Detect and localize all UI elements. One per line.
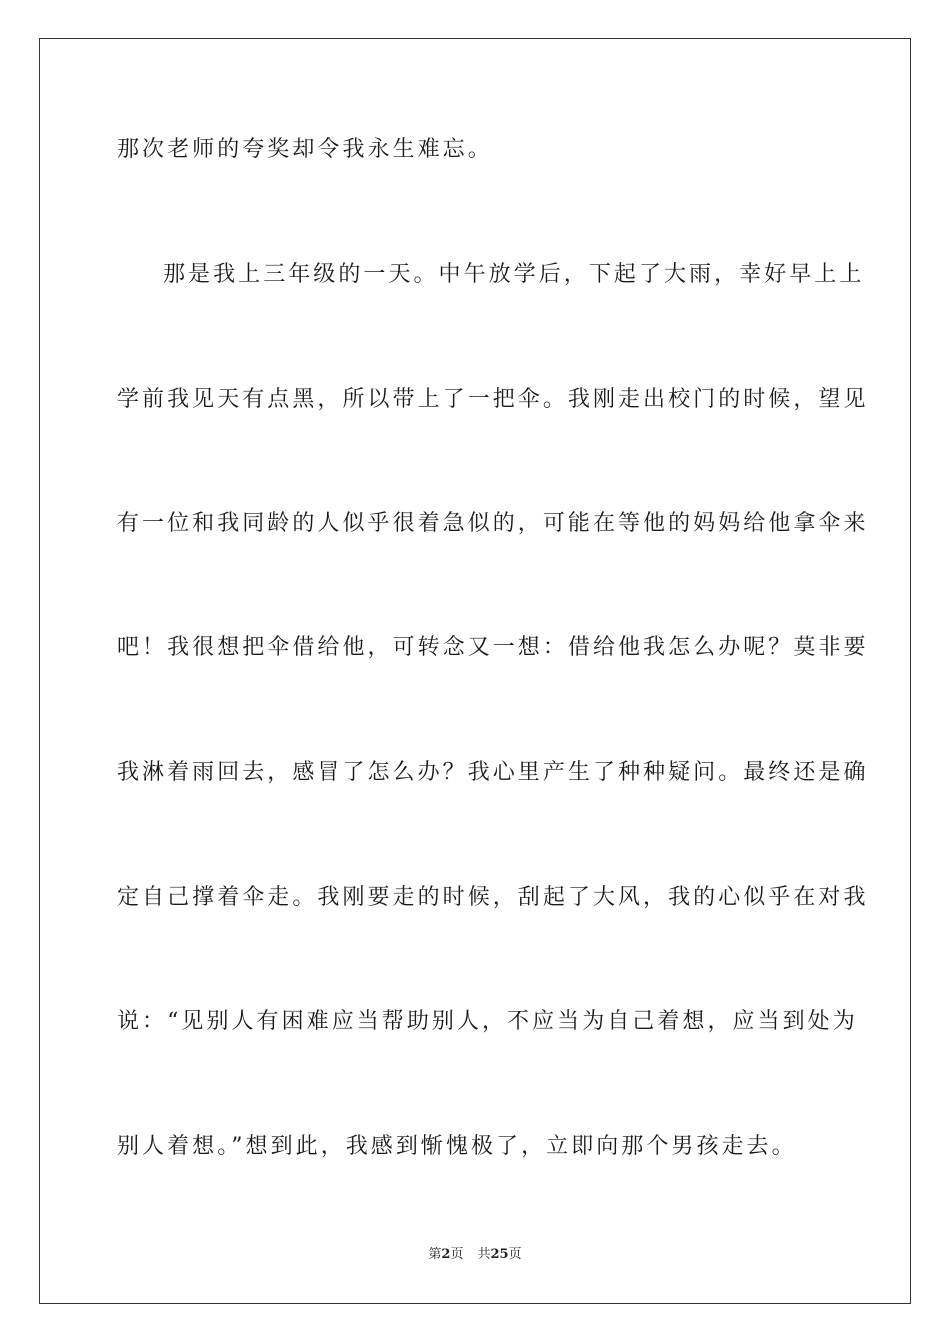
page-border: [39, 38, 911, 1304]
text-line-2: 那是我上三年级的一天。中午放学后，下起了大雨，幸好早上上: [163, 262, 865, 287]
text-line-4: 有一位和我同龄的人似乎很着急似的，可能在等他的妈妈给他拿伞来: [117, 511, 869, 536]
total-pages: 25: [490, 1247, 509, 1262]
page-footer: [0, 1246, 950, 1264]
page-prefix: 第: [428, 1247, 442, 1262]
text-line-9: 别人着想。”想到此，我感到惭愧极了，立即向那个男孩走去。: [117, 1134, 797, 1159]
total-prefix: 共: [477, 1247, 491, 1262]
text-line-5: 吧！我很想把伞借给他，可转念又一想：借给他我怎么办呢？莫非要: [117, 635, 869, 660]
page-suffix: 页: [450, 1247, 464, 1262]
text-line-7: 定自己撑着伞走。我刚要走的时候，刮起了大风，我的心似乎在对我: [117, 885, 869, 910]
text-line-1: 那次老师的夸奖却令我永生难忘。: [117, 137, 493, 162]
text-line-8: 说：“见别人有困难应当帮助别人，不应当为自己着想，应当到处为: [117, 1009, 858, 1034]
total-suffix: 页: [508, 1247, 522, 1262]
text-line-6: 我淋着雨回去，感冒了怎么办？我心里产生了种种疑问。最终还是确: [117, 760, 869, 785]
page-number: 2: [441, 1247, 451, 1262]
text-line-3: 学前我见天有点黑，所以带上了一把伞。我刚走出校门的时候，望见: [117, 387, 869, 412]
